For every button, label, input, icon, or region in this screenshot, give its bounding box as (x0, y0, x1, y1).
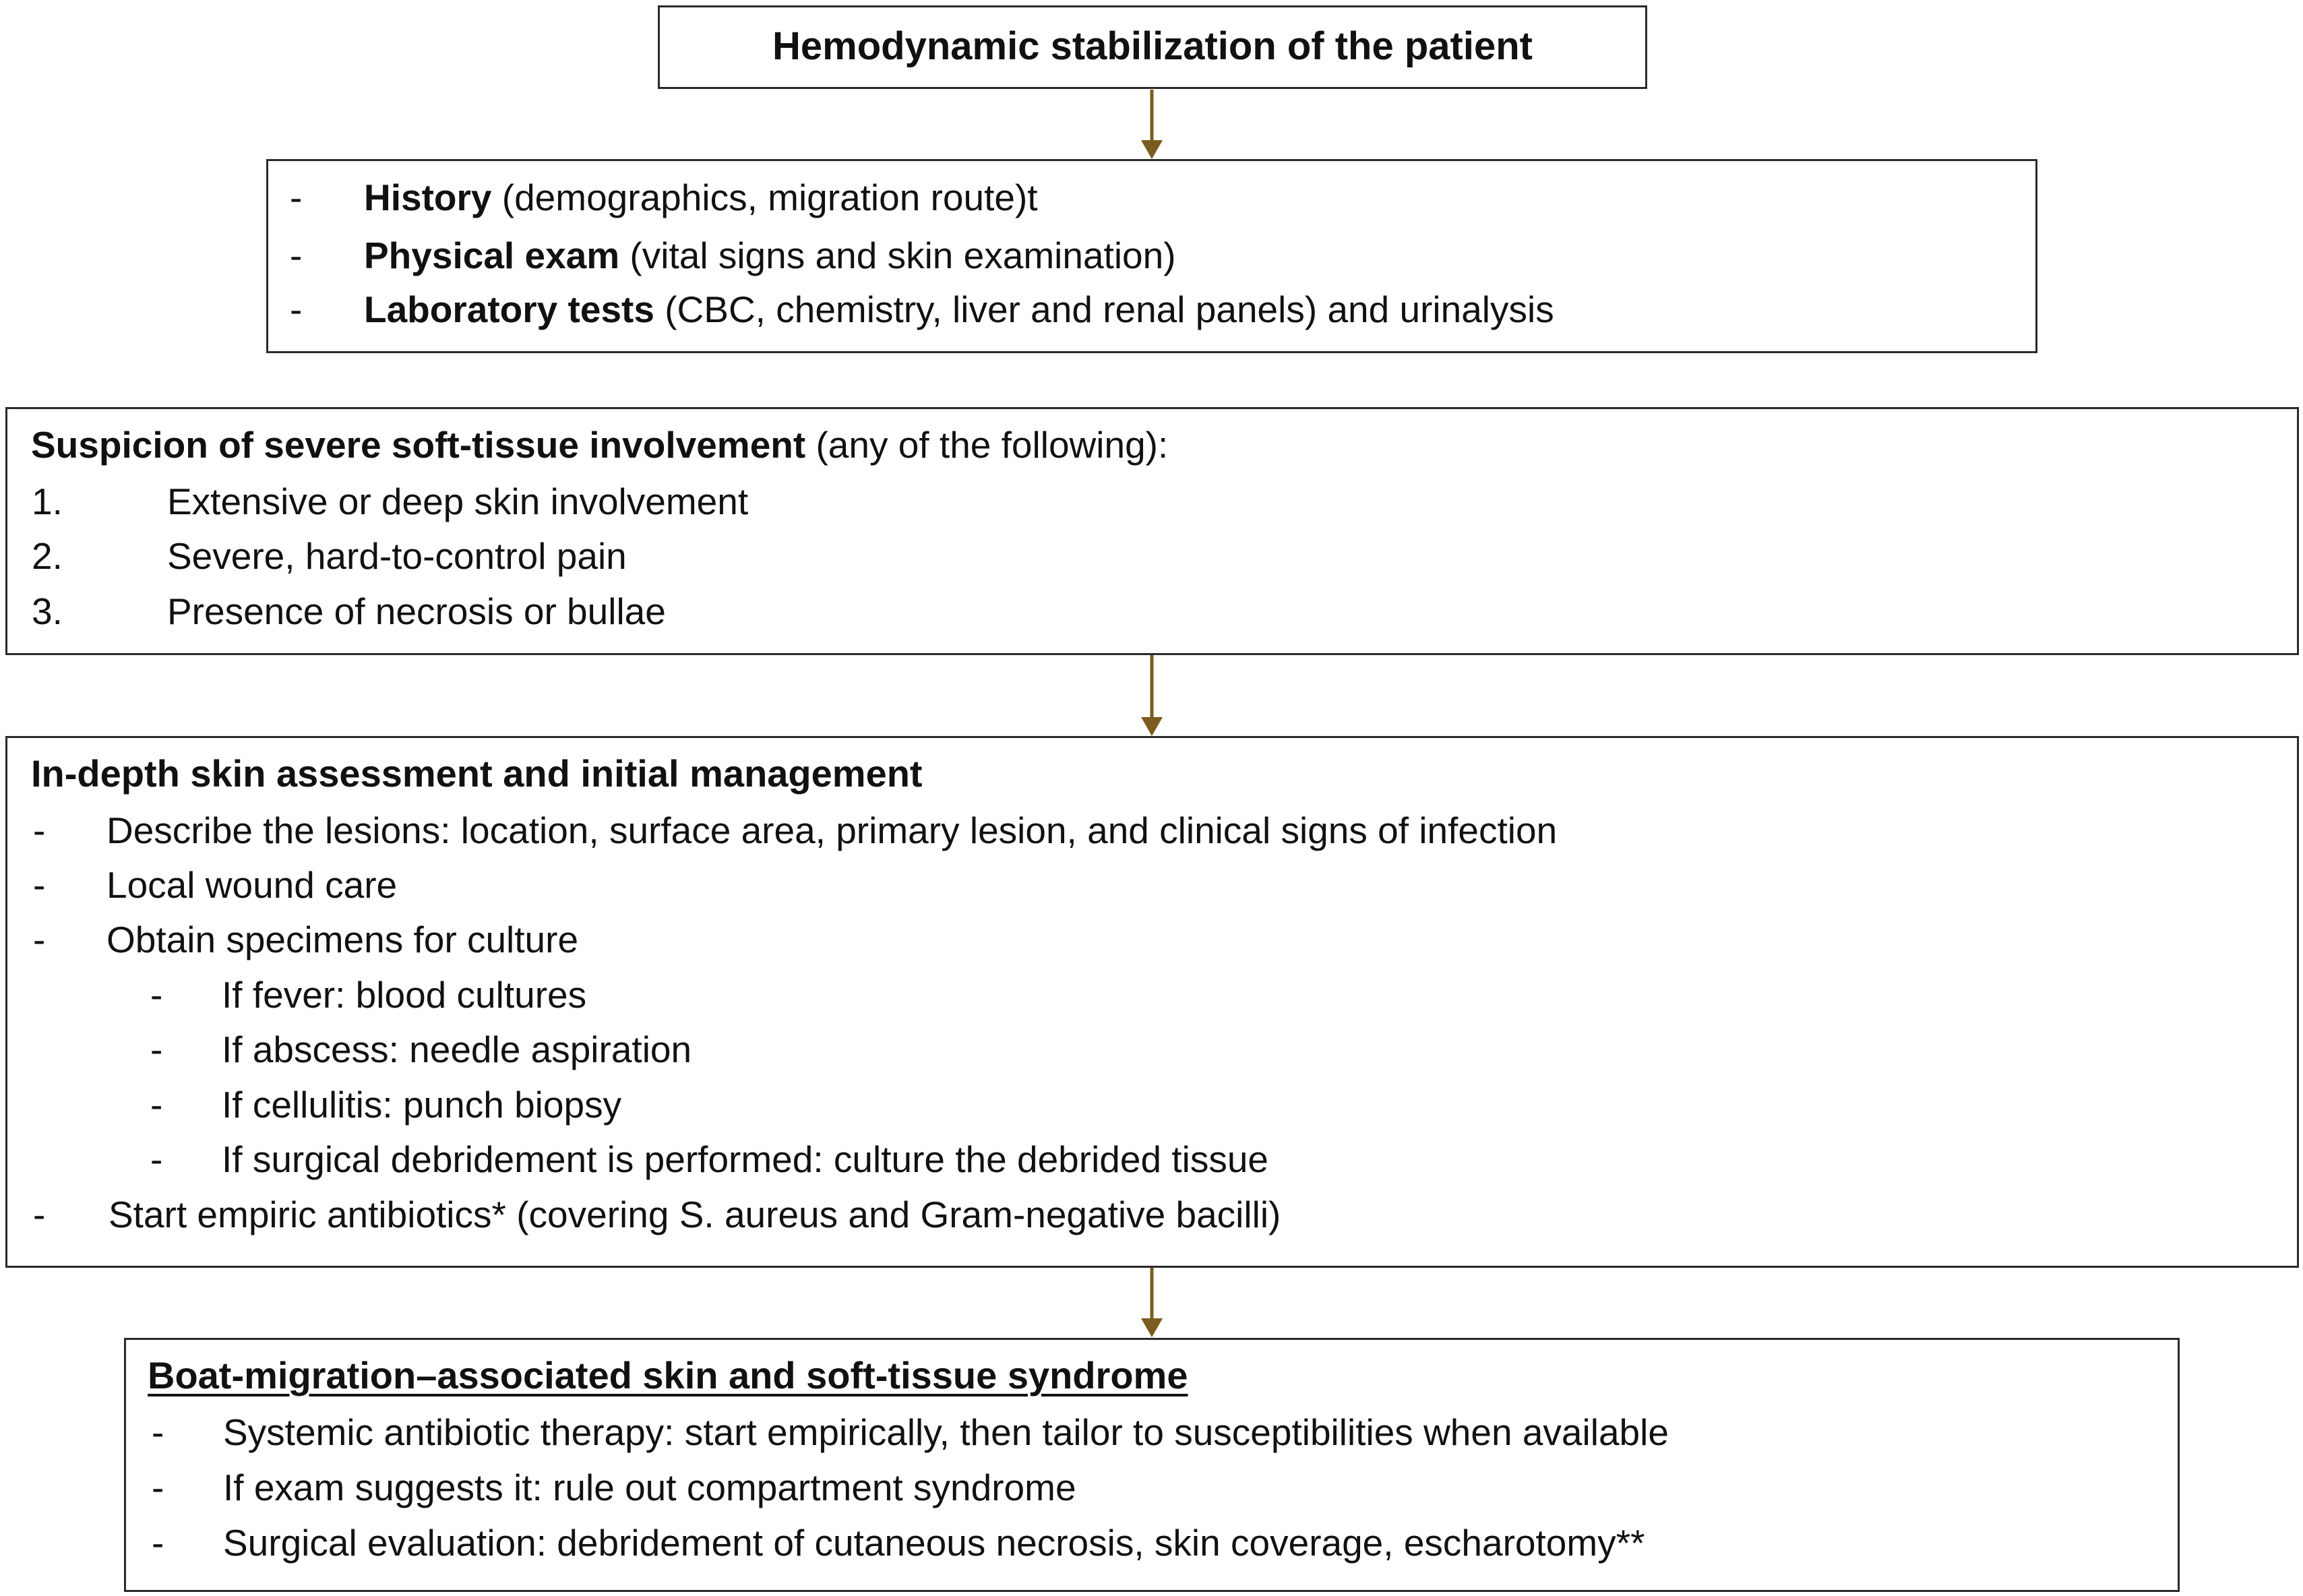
assessment-item-empiric-antibiotics: Start empiric antibiotics* (covering S. aureus and Gram-negative bacilli) (109, 1194, 1281, 1235)
assessment-bullet-3: - (33, 919, 46, 960)
skin-assessment-title: In-depth skin assessment and initial management (31, 752, 923, 795)
culture-item-fever: If fever: blood cultures (222, 974, 587, 1016)
syndrome-item-compartment: If exam suggests it: rule out compartment syndrome (223, 1467, 1076, 1508)
suspicion-item-1: Extensive or deep skin involvement (167, 481, 749, 522)
assessment-item-specimens: Obtain specimens for culture (106, 919, 579, 960)
arrow-1 (1141, 90, 1163, 159)
stabilization-box (658, 5, 1647, 89)
assessment-bullet-1: - (33, 809, 46, 851)
suspicion-title-bold: Suspicion of severe soft-tissue involvement (31, 424, 806, 466)
workup-bullet-2: - (290, 235, 303, 276)
workup-bullet-1: - (290, 177, 303, 218)
arrow-2 (1141, 655, 1163, 736)
suspicion-num-3: 3. (32, 590, 63, 632)
workup-item-lab-tests-rest: (CBC, chemistry, liver and renal panels) and urinalysis (654, 288, 1554, 330)
assessment-bullet-4: - (33, 1194, 46, 1235)
workup-item-physical-exam (364, 233, 1176, 278)
syndrome-box (124, 1338, 2180, 1592)
workup-item-history (364, 175, 1038, 220)
culture-bullet-1: - (150, 974, 163, 1016)
initial-workup-box (266, 159, 2037, 353)
syndrome-bullet-1: - (152, 1411, 164, 1453)
workup-item-physical-exam-bold: Physical exam (364, 235, 620, 276)
assessment-bullet-2: - (33, 864, 46, 906)
workup-bullet-3: - (290, 288, 303, 330)
workup-item-lab-tests (364, 287, 1554, 332)
culture-item-abscess: If abscess: needle aspiration (222, 1029, 692, 1070)
workup-item-lab-tests-bold: Laboratory tests (364, 288, 654, 330)
syndrome-item-surgical-evaluation: Surgical evaluation: debridement of cutaneous necrosis, skin coverage, escharotomy** (223, 1522, 1645, 1564)
syndrome-item-antibiotic-therapy: Systemic antibiotic therapy: start empirically, then tailor to susceptibilities when available (223, 1411, 1669, 1453)
suspicion-item-2: Severe, hard-to-control pain (167, 535, 627, 577)
syndrome-bullet-3: - (152, 1522, 164, 1564)
stabilization-title: Hemodynamic stabilization of the patient (772, 24, 1533, 68)
workup-item-physical-exam-rest: (vital signs and skin examination) (619, 235, 1176, 276)
workup-item-history-bold: History (364, 177, 492, 218)
suspicion-title (31, 423, 1168, 467)
culture-bullet-3: - (150, 1084, 163, 1126)
suspicion-title-rest: (any of the following): (805, 424, 1169, 466)
skin-assessment-box (5, 736, 2299, 1268)
assessment-item-wound-care: Local wound care (106, 864, 398, 906)
syndrome-title: Boat-migration–associated skin and soft-tissue syndrome (148, 1354, 1188, 1396)
culture-bullet-4: - (150, 1138, 163, 1180)
workup-item-history-rest: (demographics, migration route)t (491, 177, 1038, 218)
assessment-item-describe-lesions: Describe the lesions: location, surface area, primary lesion, and clinical signs of infection (106, 809, 1558, 851)
culture-bullet-2: - (150, 1029, 163, 1070)
culture-item-debridement: If surgical debridement is performed: culture the debrided tissue (222, 1138, 1269, 1180)
suspicion-item-3: Presence of necrosis or bullae (167, 590, 666, 632)
suspicion-num-1: 1. (32, 481, 63, 522)
suspicion-box (5, 407, 2299, 655)
syndrome-bullet-2: - (152, 1467, 164, 1508)
arrow-3 (1141, 1268, 1163, 1337)
suspicion-num-2: 2. (32, 535, 63, 577)
culture-item-cellulitis: If cellulitis: punch biopsy (222, 1084, 622, 1126)
